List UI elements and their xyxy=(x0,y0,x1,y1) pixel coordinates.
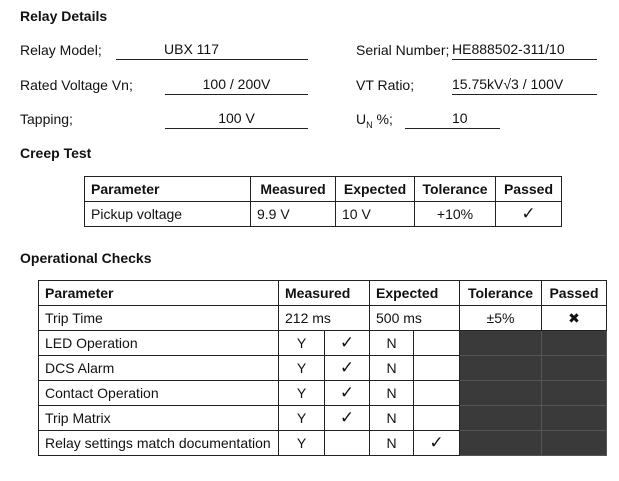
shaded-cell xyxy=(460,406,542,431)
cell-measured-mark xyxy=(325,431,370,456)
cell-expected-value: N xyxy=(370,331,414,356)
cell-expected-value: N xyxy=(370,356,414,381)
checkmark-icon: ✓ xyxy=(414,431,460,456)
cell-parameter: Trip Matrix xyxy=(39,406,279,431)
cross-icon: ✖ xyxy=(542,306,607,331)
cell-measured-value: Y xyxy=(279,381,325,406)
shaded-cell xyxy=(542,356,607,381)
cell-measured-value: Y xyxy=(279,431,325,456)
cell-parameter: DCS Alarm xyxy=(39,356,279,381)
un-percent-field xyxy=(405,110,500,129)
checkmark-icon: ✓ xyxy=(325,331,370,356)
table-row xyxy=(39,381,607,406)
serial-number-field xyxy=(452,41,597,60)
cell-parameter: Pickup voltage xyxy=(85,202,251,227)
cell-expected-mark xyxy=(414,356,460,381)
header-expected: Expected xyxy=(336,177,415,202)
cell-measured-value: Y xyxy=(279,331,325,356)
vt-ratio-value: 15.75kV√3 / 100V xyxy=(452,76,564,92)
cell-expected-mark xyxy=(414,331,460,356)
operational-checks-heading: Operational Checks xyxy=(20,250,152,266)
shaded-cell xyxy=(542,431,607,456)
header-tolerance: Tolerance xyxy=(415,177,496,202)
cell-parameter: Contact Operation xyxy=(39,381,279,406)
shaded-cell xyxy=(542,331,607,356)
un-label-sub: N xyxy=(366,119,373,130)
relay-model-field xyxy=(116,41,308,60)
table-row xyxy=(39,306,607,331)
relay-model-value: UBX 117 xyxy=(164,41,219,57)
cell-expected-value: N xyxy=(370,406,414,431)
shaded-cell xyxy=(460,356,542,381)
shaded-cell xyxy=(460,431,542,456)
rated-voltage-value: 100 / 200V xyxy=(202,76,271,92)
cell-measured-value: Y xyxy=(279,406,325,431)
table-row xyxy=(39,331,607,356)
table-row xyxy=(39,431,607,456)
creep-test-heading: Creep Test xyxy=(20,145,92,161)
header-passed: Passed xyxy=(496,177,562,202)
tapping-value: 100 V xyxy=(218,110,255,126)
shaded-cell xyxy=(542,381,607,406)
cell-tolerance: ±5% xyxy=(460,306,542,331)
header-tolerance: Tolerance xyxy=(460,281,542,306)
relay-model-label: Relay Model; xyxy=(20,42,102,58)
cell-parameter: Trip Time xyxy=(39,306,279,331)
tapping-label: Tapping; xyxy=(20,111,73,127)
checkmark-icon: ✓ xyxy=(325,381,370,406)
header-passed: Passed xyxy=(542,281,607,306)
rated-voltage-field xyxy=(165,76,308,95)
shaded-cell xyxy=(460,381,542,406)
table-header-row xyxy=(85,177,562,202)
vt-ratio-field xyxy=(452,76,597,95)
header-expected: Expected xyxy=(370,281,460,306)
cell-expected: 10 V xyxy=(336,202,415,227)
header-measured: Measured xyxy=(251,177,336,202)
cell-measured: 212 ms xyxy=(279,306,370,331)
cell-expected-mark xyxy=(414,381,460,406)
cell-expected: 500 ms xyxy=(370,306,460,331)
serial-number-value: HE888502-311/10 xyxy=(452,41,565,57)
operational-checks-table xyxy=(38,280,607,456)
tapping-field xyxy=(165,110,308,129)
rated-voltage-label: Rated Voltage Vn; xyxy=(20,77,133,93)
serial-number-label: Serial Number; xyxy=(356,42,450,58)
table-row xyxy=(39,356,607,381)
cell-expected-value: N xyxy=(370,431,414,456)
table-row xyxy=(39,406,607,431)
cell-parameter: LED Operation xyxy=(39,331,279,356)
cell-tolerance: +10% xyxy=(415,202,496,227)
header-measured: Measured xyxy=(279,281,370,306)
relay-details-heading: Relay Details xyxy=(20,8,108,24)
header-parameter: Parameter xyxy=(85,177,251,202)
table-row xyxy=(85,202,562,227)
header-parameter: Parameter xyxy=(39,281,279,306)
un-label-suffix: %; xyxy=(372,111,393,127)
cell-expected-mark xyxy=(414,406,460,431)
shaded-cell xyxy=(460,331,542,356)
vt-ratio-label: VT Ratio; xyxy=(356,77,415,93)
checkmark-icon: ✓ xyxy=(496,202,562,227)
cell-measured: 9.9 V xyxy=(251,202,336,227)
checkmark-icon: ✓ xyxy=(325,356,370,381)
shaded-cell xyxy=(542,406,607,431)
checkmark-icon: ✓ xyxy=(325,406,370,431)
table-header-row xyxy=(39,281,607,306)
cell-expected-value: N xyxy=(370,381,414,406)
un-percent-value: 10 xyxy=(452,110,468,126)
un-percent-label xyxy=(356,111,393,130)
cell-measured-value: Y xyxy=(279,356,325,381)
cell-parameter: Relay settings match documentation xyxy=(39,431,279,456)
un-label-main: U xyxy=(356,111,367,127)
creep-test-table xyxy=(84,176,562,227)
